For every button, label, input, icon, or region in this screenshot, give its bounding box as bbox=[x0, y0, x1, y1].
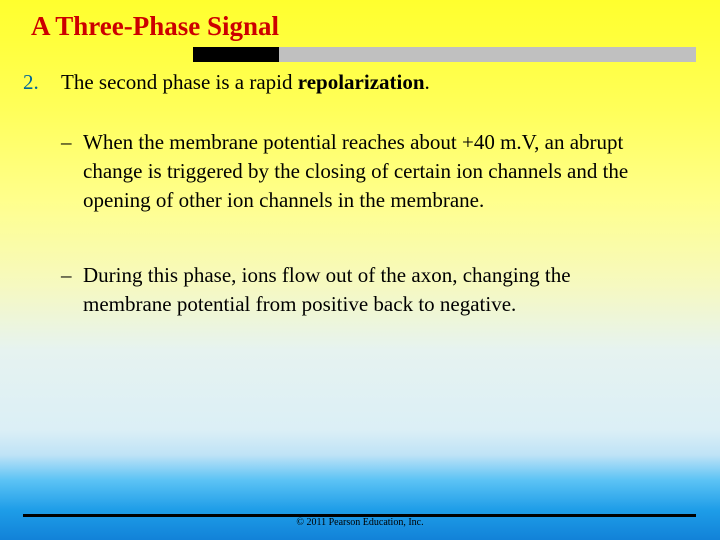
point-bold-term: repolarization bbox=[297, 70, 425, 94]
sub-point bbox=[61, 128, 651, 215]
point-text-end: . bbox=[424, 70, 430, 94]
point-text-lead: The second phase is a rapid bbox=[61, 70, 298, 94]
point-number: 2. bbox=[23, 70, 39, 94]
sub-point bbox=[61, 261, 651, 319]
slide-title: A Three-Phase Signal bbox=[31, 11, 280, 41]
sub-point-dash: – bbox=[61, 263, 72, 287]
sub-point-dash: – bbox=[61, 130, 72, 154]
sub-point-text: When the membrane potential reaches about +40 m.V, an abrupt change is triggered by the closing of certain ion channels and the opening of other ion channels in the membrane. bbox=[83, 130, 629, 212]
title-accent-bar bbox=[193, 47, 279, 62]
point-text bbox=[61, 69, 430, 96]
title-rule-bar bbox=[279, 47, 696, 62]
sub-point-text: During this phase, ions flow out of the axon, changing the membrane potential from positive back to negative. bbox=[83, 263, 571, 316]
footer-copyright: © 2011 Pearson Education, Inc. bbox=[296, 517, 424, 528]
